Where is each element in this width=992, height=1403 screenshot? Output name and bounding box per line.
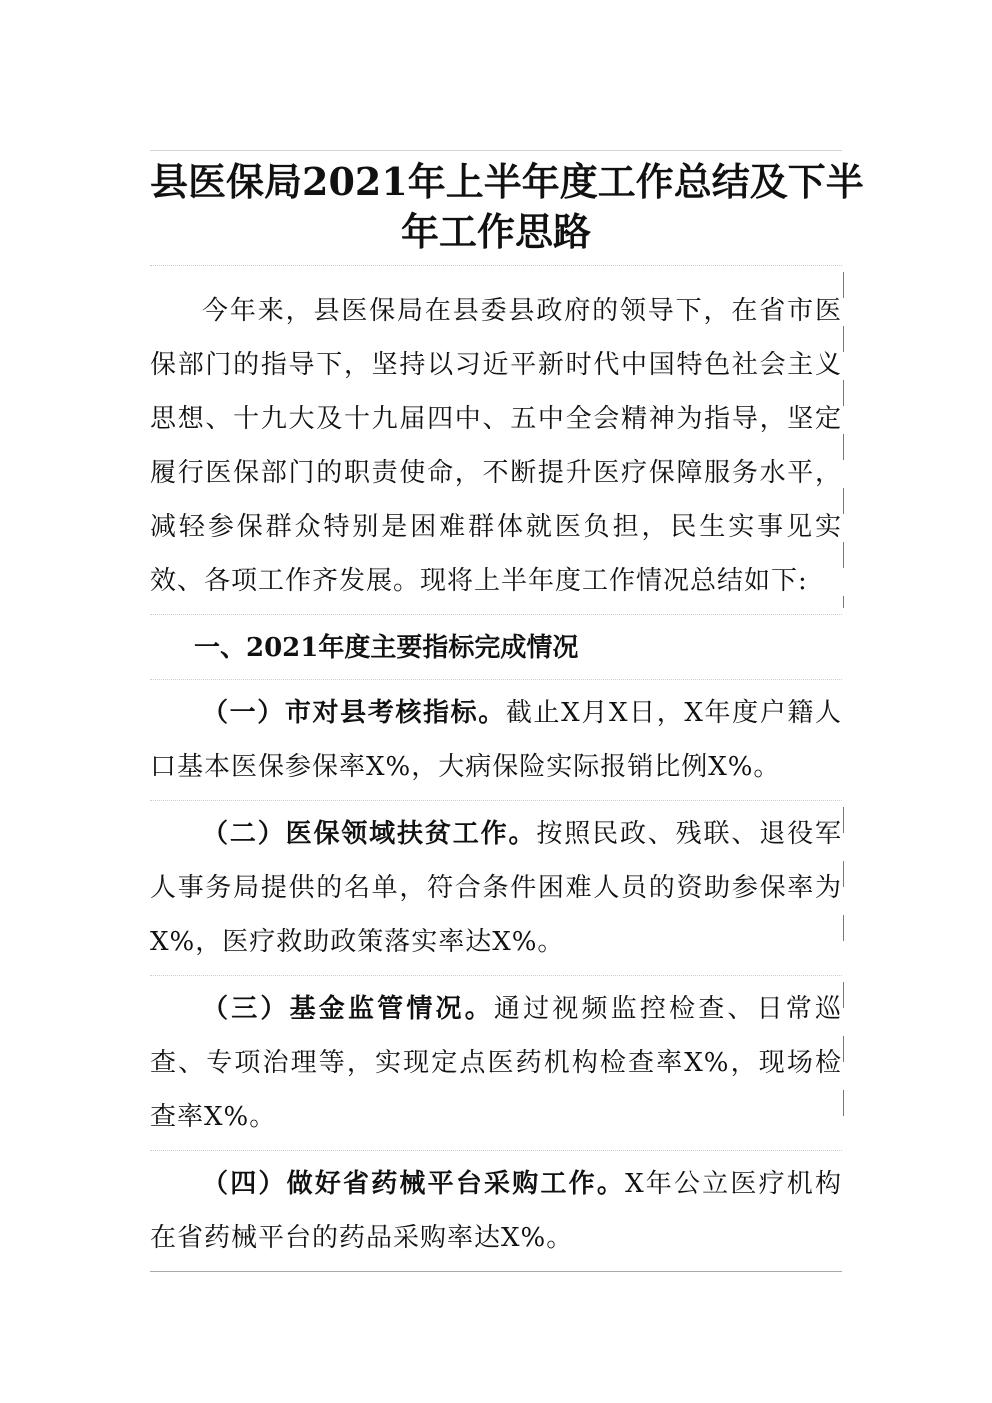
intro-paragraph	[150, 266, 842, 615]
item-text: 通过视频监控检查、日常巡查、专项治理等，实现定点医药机构检查率X%，现场检查率X%。	[150, 994, 842, 1132]
item-lead: （四）做好省药械平台采购工作。	[202, 1169, 626, 1199]
item-lead: （三）基金监管情况。	[202, 994, 494, 1024]
margin-marks	[843, 272, 844, 608]
title-line-2: 年工作思路	[400, 209, 591, 254]
item-lead: （二）医保领域扶贫工作。	[202, 819, 537, 849]
title-line-1: 县医保局2021年上半年度工作总结及下半	[150, 159, 864, 204]
item-paragraph-3	[150, 976, 842, 1151]
margin-marks	[843, 807, 844, 969]
item-text: X年公立医疗机构在省药械平台的药品采购率达X%。	[150, 1169, 842, 1253]
document-body	[150, 150, 864, 1272]
section-heading: 一、2021年度主要指标完成情况	[150, 615, 842, 680]
document-title	[150, 150, 864, 266]
item-paragraph-2	[150, 801, 842, 976]
item-text: 按照民政、残联、退役军人事务局提供的名单，符合条件困难人员的资助参保率为X%，医疗救助政策落实率达X%。	[150, 819, 842, 957]
intro-text: 今年来，县医保局在县委县政府的领导下，在省市医保部门的指导下，坚持以习近平新时代中国特色社会主义思想、十九大及十九届四中、五中全会精神为指导，坚定履行医保部门的职责使命，不断提升医疗保障服务水平，减轻参保群众特别是困难群体就医负担，民生实事见实效、各项工作齐发展。现将上半年度工作情况总结如下:	[150, 296, 842, 596]
item-paragraph-1	[150, 680, 842, 801]
margin-marks	[843, 982, 844, 1144]
item-text: 截止X月X日，X年度户籍人口基本医保参保率X%，大病保险实际报销比例X%。	[150, 698, 842, 782]
item-lead: （一）市对县考核指标。	[202, 698, 506, 728]
item-paragraph-4	[150, 1151, 842, 1272]
